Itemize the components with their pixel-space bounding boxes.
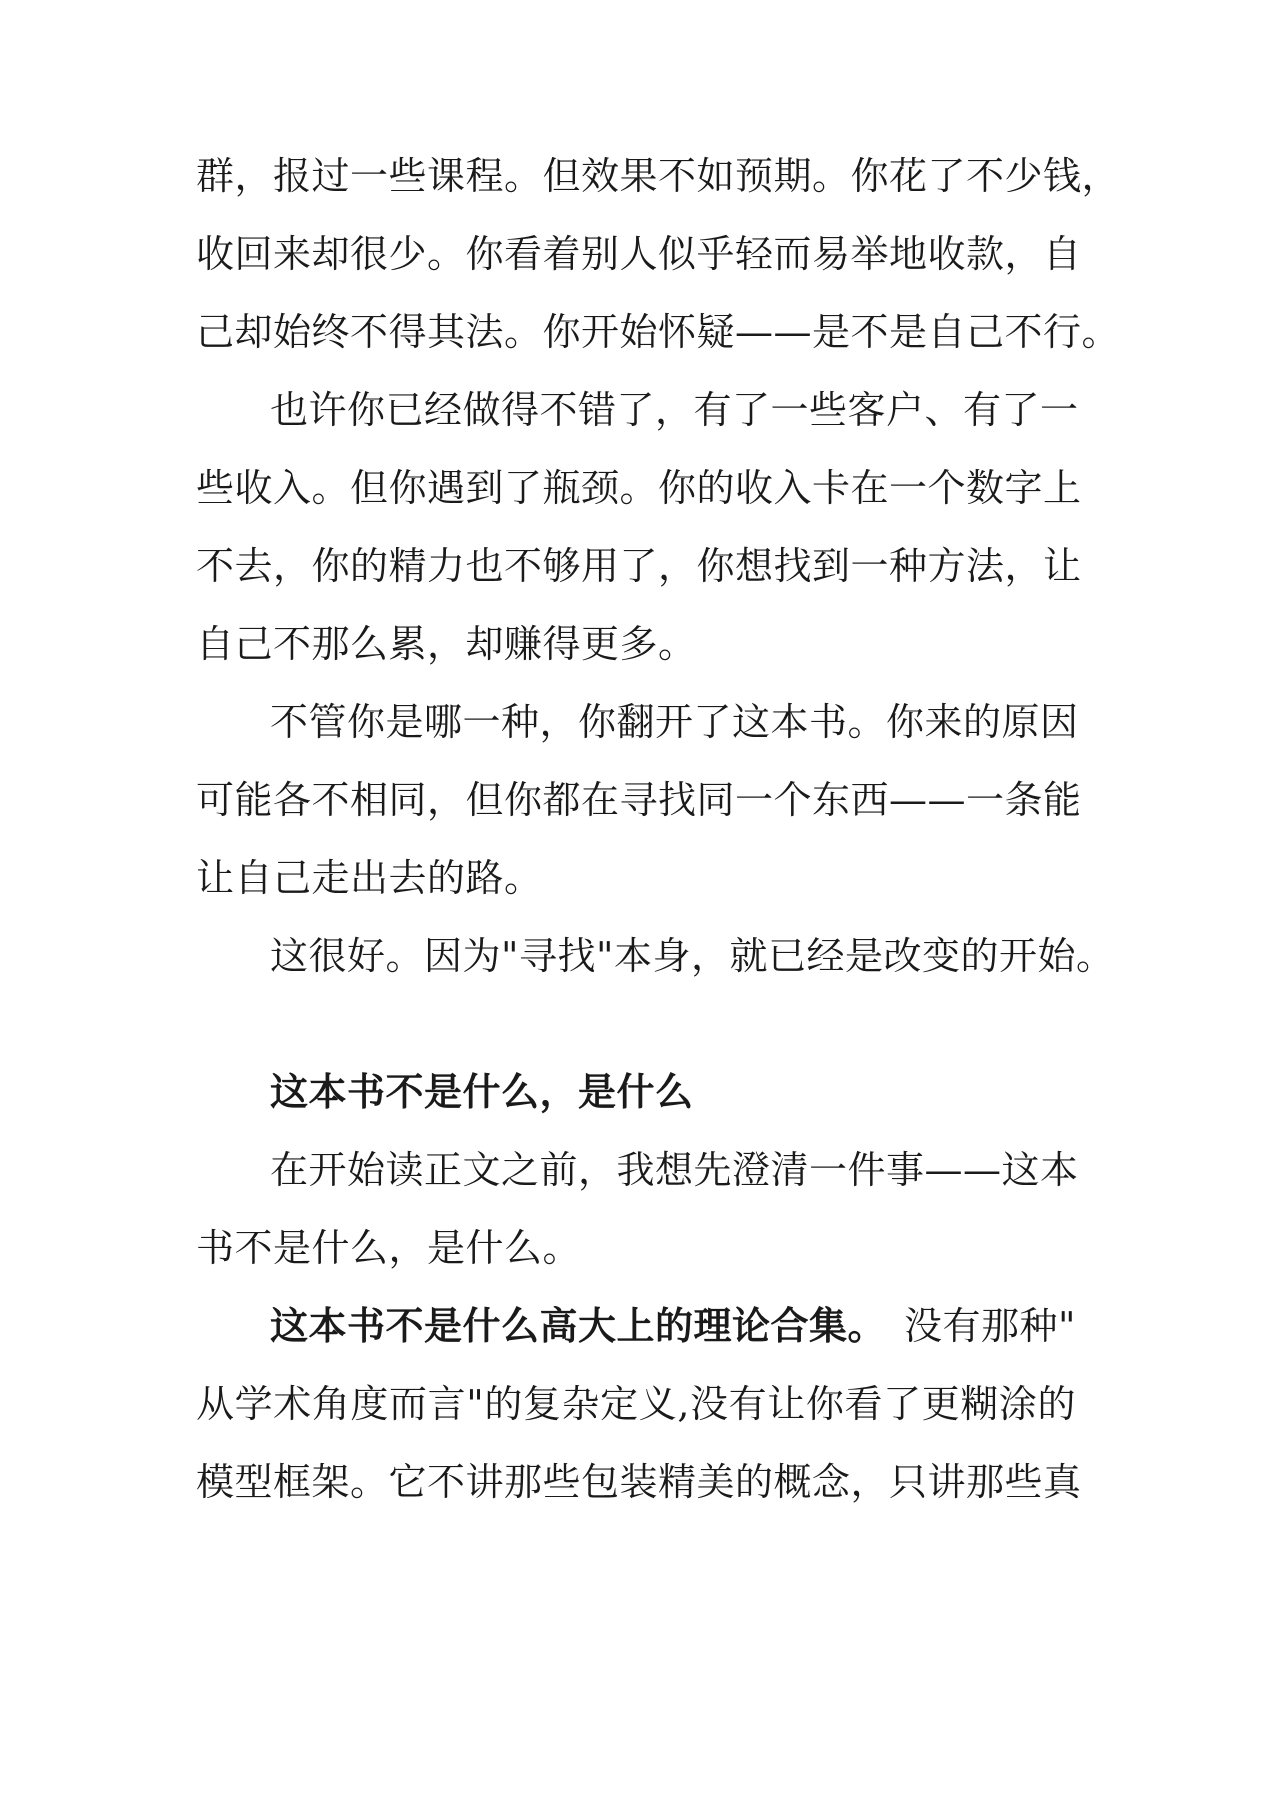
paragraph-2-line-3: 不去，你的精力也不够用了，你想找到一种方法，让 (196, 544, 1082, 588)
section-paragraph-2-line-3: 模型框架。它不讲那些包装精美的概念，只讲那些真 (196, 1460, 1082, 1504)
paragraph-1-line-3: 己却始终不得其法。你开始怀疑——是不是自己不行。 (196, 310, 1121, 354)
bold-lead-sentence: 这本书不是什么高大上的理论合集。 (270, 1303, 887, 1348)
section-paragraph-2-line-1 (270, 1302, 1076, 1350)
paragraph-3-line-2: 可能各不相同，但你都在寻找同一个东西——一条能 (196, 778, 1082, 822)
paragraph-1-line-1: 群，报过一些课程。但效果不如预期。你花了不少钱， (196, 154, 1121, 198)
paragraph-2-line-4: 自己不那么累，却赚得更多。 (196, 622, 697, 666)
paragraph-2-line-2: 些收入。但你遇到了瓶颈。你的收入卡在一个数字上 (196, 466, 1082, 510)
section-paragraph-1-line-1: 在开始读正文之前，我想先澄清一件事——这本 (270, 1148, 1079, 1192)
paragraph-2-line-1: 也许你已经做得不错了，有了一些客户、有了一 (270, 388, 1079, 432)
paragraph-1-line-2: 收回来却很少。你看着别人似乎轻而易举地收款，自 (196, 232, 1082, 276)
section-paragraph-2-line-1-rest: 没有那种" (904, 1304, 1076, 1348)
paragraph-3-line-3: 让自己走出去的路。 (196, 856, 543, 900)
section-paragraph-1-line-2: 书不是什么，是什么。 (196, 1226, 582, 1270)
section-paragraph-2-line-2: 从学术角度而言"的复杂定义,没有让你看了更糊涂的 (196, 1382, 1076, 1426)
paragraph-3-line-1: 不管你是哪一种，你翻开了这本书。你来的原因 (270, 700, 1079, 744)
paragraph-4-line-1: 这很好。因为"寻找"本身，就已经是改变的开始。 (270, 934, 1115, 978)
section-heading: 这本书不是什么，是什么 (270, 1069, 694, 1114)
